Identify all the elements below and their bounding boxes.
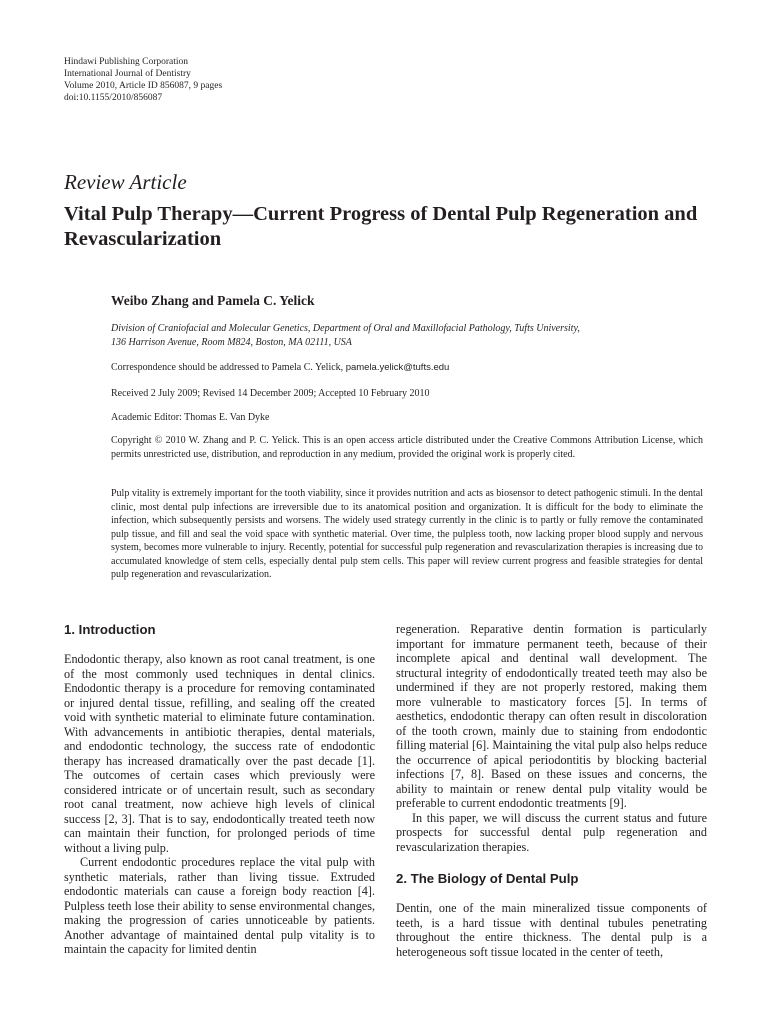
section-heading-introduction: 1. Introduction bbox=[64, 622, 156, 637]
article-title: Vital Pulp Therapy—Current Progress of Dental Pulp Regeneration and Revascularization bbox=[64, 203, 698, 250]
copyright-notice: Copyright © 2010 W. Zhang and P. C. Yelick. This is an open access article distributed under the Creative Commons Attribution License, which permits unrestricted use, distribution, and reproduction in any medium, provided the original work is properly cited. bbox=[111, 435, 703, 460]
journal-line: International Journal of Dentistry bbox=[64, 69, 191, 79]
publisher-line: Hindawi Publishing Corporation bbox=[64, 57, 189, 67]
correspondence-text: Correspondence should be addressed to Pamela C. Yelick, bbox=[111, 362, 346, 373]
paragraph: Current endodontic procedures replace the vital pulp with synthetic materials, rather than living tissue. Extruded endodontic materials can cause a foreign body reaction [4]. Pulpless teeth lose their ability to sense environmental changes, making the progression of caries unnoticeable by patients. Another advantage of maintained dental pulp vitality is to maintain the capacity for limited dentin bbox=[64, 855, 375, 956]
paragraph: In this paper, we will discuss the current status and future prospects for successful dental pulp regeneration and revascularization therapies. bbox=[396, 810, 707, 854]
paragraph-continued: regeneration. Reparative dentin formation is particularly important for immature permanent teeth, because of their incomplete apical and dentinal wall development. The structural integrity of endodontically treated teeth may also be undermined if they are not properly restored, making them more vulnerable to masticatory forces [5]. In terms of aesthetics, endodontic therapy can often result in discoloration of the tooth crown, mainly due to staining from endodontic filling material [6]. Maintaining the vital pulp also helps reduce the occurrence of apical periodontitis by blocking bacterial infections [7, 8]. Based on these issues and concerns, the ability to maintain or renew dental pulp vitality would be preferable to current endodontic treatments [9]. bbox=[396, 622, 707, 810]
paragraph: Dentin, one of the main mineralized tissue components of teeth, is a hard tissue with dentinal tubules penetrating throughout the entire thickness. The dental pulp is a heterogeneous soft tissue located in the center of teeth, bbox=[396, 901, 707, 959]
academic-editor: Academic Editor: Thomas E. Van Dyke bbox=[111, 412, 270, 423]
affiliation-line: 136 Harrison Avenue, Room M824, Boston, MA 02111, USA bbox=[111, 336, 352, 348]
abstract: Pulp vitality is extremely important for the tooth viability, since it provides nutrition and acts as biosensor to detect pathogenic stimuli. In the dental clinic, most dental pulp infections are irreversible due to its anatomical position and organization. It is difficult for the body to eliminate the infection, which subsequently persists and worsens. The widely used strategy currently in the clinic is to partly or fully remove the contaminated pulp tissue, and fill and seal the void space with synthetic material. Over time, the pulpless tooth, now lacking proper blood supply and nervous system, becomes more vulnerable to injury. Recently, potential for successful pulp regeneration and revascularization therapies is increasing due to accumulated knowledge of stem cells, especially dental pulp stem cells. This paper will review current progress and feasible strategies for dental pulp regeneration and revascularization. bbox=[111, 488, 703, 580]
body-column-left bbox=[64, 622, 375, 957]
volume-line: Volume 2010, Article ID 856087, 9 pages bbox=[64, 81, 223, 91]
article-type: Review Article bbox=[64, 170, 187, 194]
publication-dates: Received 2 July 2009; Revised 14 December 2009; Accepted 10 February 2010 bbox=[111, 388, 430, 399]
affiliation-line: Division of Craniofacial and Molecular Genetics, Department of Oral and Maxillofacial Pathology, Tufts University, bbox=[111, 323, 580, 334]
correspondence bbox=[111, 361, 703, 375]
body-column-right bbox=[396, 622, 707, 959]
section-heading-biology: 2. The Biology of Dental Pulp bbox=[396, 871, 579, 886]
doi-line: doi:10.1155/2010/856087 bbox=[64, 93, 163, 103]
affiliation bbox=[111, 322, 703, 349]
authors: Weibo Zhang and Pamela C. Yelick bbox=[111, 293, 315, 308]
paragraph: Endodontic therapy, also known as root canal treatment, is one of the most commonly used techniques in dental clinics. Endodontic therapy is a procedure for removing contaminated or injured dental tissue, refilling, and sealing off the created void with synthetic material to eliminate future contamination. With advancements in antibiotic therapies, dental materials, and endodontic technology, the success rate of endodontic therapy has increased dramatically over the past decade [1]. The outcomes of certain cases which previously were considered intricate or of uncertain result, such as secondary root canal treatment, now achieve high levels of clinical success [2, 3]. That is to say, endodontically treated teeth now can maintain their function, for prolonged periods of time without a living pulp. bbox=[64, 652, 375, 855]
journal-header bbox=[64, 56, 222, 104]
correspondence-email-link[interactable]: pamela.yelick@tufts.edu bbox=[345, 362, 450, 373]
